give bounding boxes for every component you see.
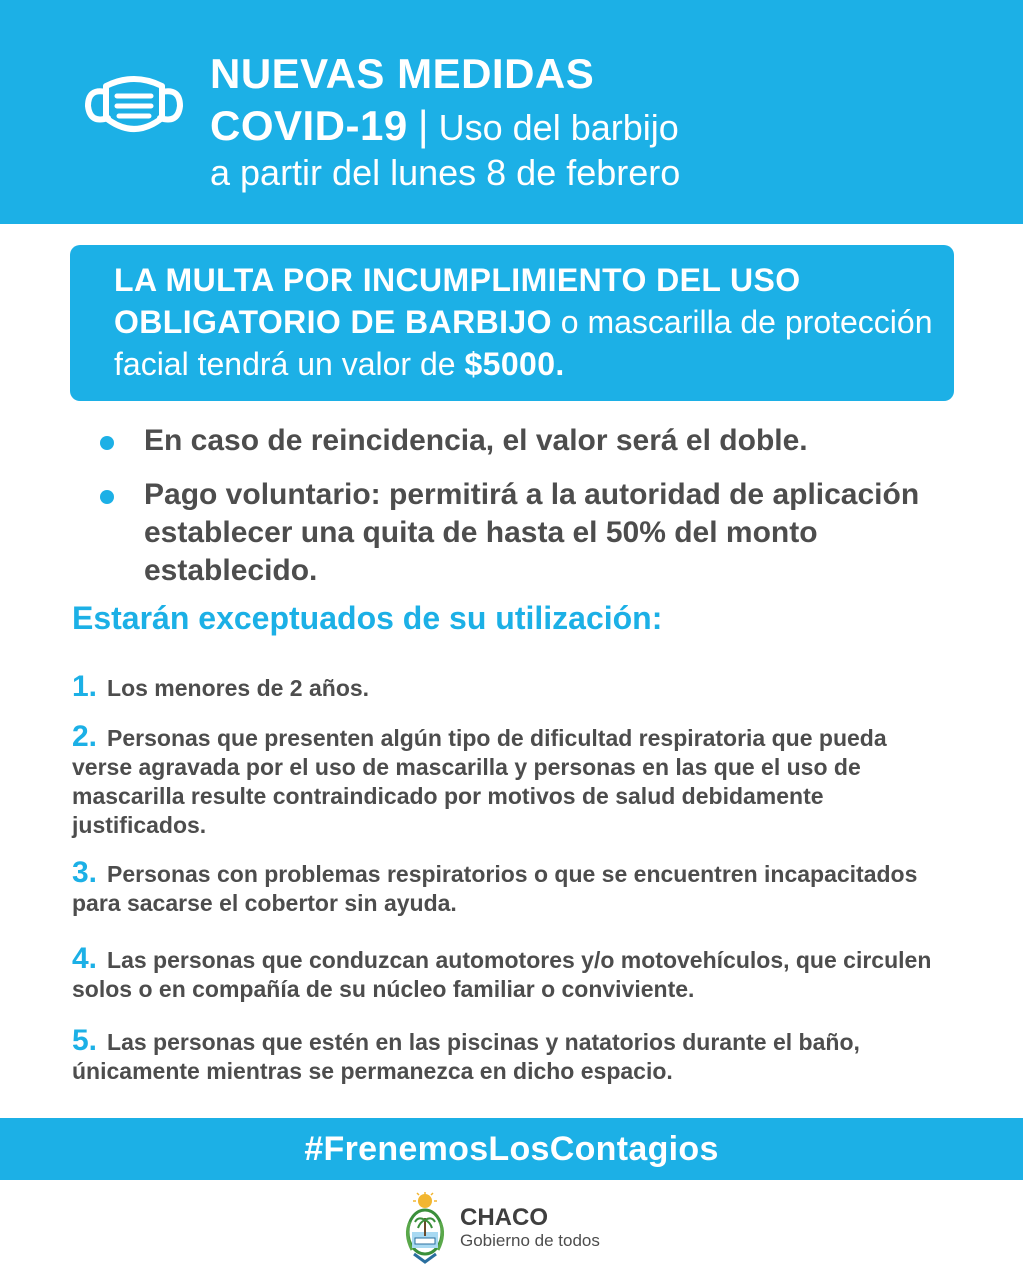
bullet-text: En caso de reincidencia, el valor será el doble.	[144, 424, 808, 457]
exception-text: Las personas que estén en las piscinas y natatorios durante el baño, únicamente mientras se permanezca en dicho espacio.	[72, 1029, 860, 1084]
exception-item	[72, 672, 952, 703]
fine-notice-bold: LA MULTA POR INCUMPLIMIENTO DEL USO OBLIGATORIO DE BARBIJO	[114, 262, 801, 340]
exception-text: Los menores de 2 años.	[107, 675, 370, 701]
logo-subtitle: Gobierno de todos	[460, 1231, 600, 1250]
exception-number: 2.	[72, 720, 98, 753]
bullet-dot-icon	[100, 436, 114, 450]
exception-text: Las personas que conduzcan automotores y/o motovehículos, que circulen solos o en compañía de su núcleo familiar o conviviente.	[72, 947, 932, 1002]
fine-notice-normal: o mascarilla de protección facial tendrá un valor de	[114, 304, 933, 382]
bullet-item	[100, 422, 940, 462]
logo-name: CHACO	[460, 1204, 548, 1231]
hashtag-text: #FrenemosLosContagios	[304, 1129, 719, 1168]
bullet-text: Pago voluntario: permitirá a la autoridad de aplicación establecer una quita de hasta el 50% del monto establecido.	[144, 478, 920, 587]
exception-number: 5.	[72, 1024, 98, 1057]
exception-number: 3.	[72, 856, 98, 889]
fine-notice-box	[70, 245, 954, 401]
fine-notice-text	[114, 259, 934, 385]
header-subtitle: Uso del barbijo	[438, 107, 679, 148]
header-title-line2	[210, 102, 679, 150]
exception-item	[72, 858, 952, 918]
header-date-line: a partir del lunes 8 de febrero	[210, 152, 681, 193]
exception-number: 1.	[72, 670, 98, 703]
exceptions-title: Estarán exceptuados de su utilización:	[72, 600, 663, 636]
bullet-item	[100, 476, 940, 596]
chaco-coat-of-arms-icon	[400, 1192, 450, 1264]
exception-text: Personas con problemas respiratorios o que se encuentren incapacitados para sacarse el cobertor sin ayuda.	[72, 861, 918, 916]
exception-item	[72, 722, 952, 840]
exception-item	[72, 1026, 952, 1086]
fine-amount: $5000.	[464, 346, 565, 382]
bullet-dot-icon	[100, 490, 114, 504]
exception-item	[72, 944, 952, 1004]
exception-number: 4.	[72, 942, 98, 975]
header-banner	[0, 0, 1023, 224]
header-covid-label: COVID-19	[210, 102, 408, 149]
exception-text: Personas que presenten algún tipo de dificultad respiratoria que pueda verse agravada por el uso de mascarilla y personas en las que el uso de mascarilla resulte contraindicado por motivos de salud debidamente justificados.	[72, 725, 887, 838]
header-title-line1: NUEVAS MEDIDAS	[210, 50, 595, 97]
header-separator: |	[417, 102, 429, 149]
face-mask-icon	[84, 66, 184, 150]
hashtag-band	[0, 1118, 1023, 1180]
